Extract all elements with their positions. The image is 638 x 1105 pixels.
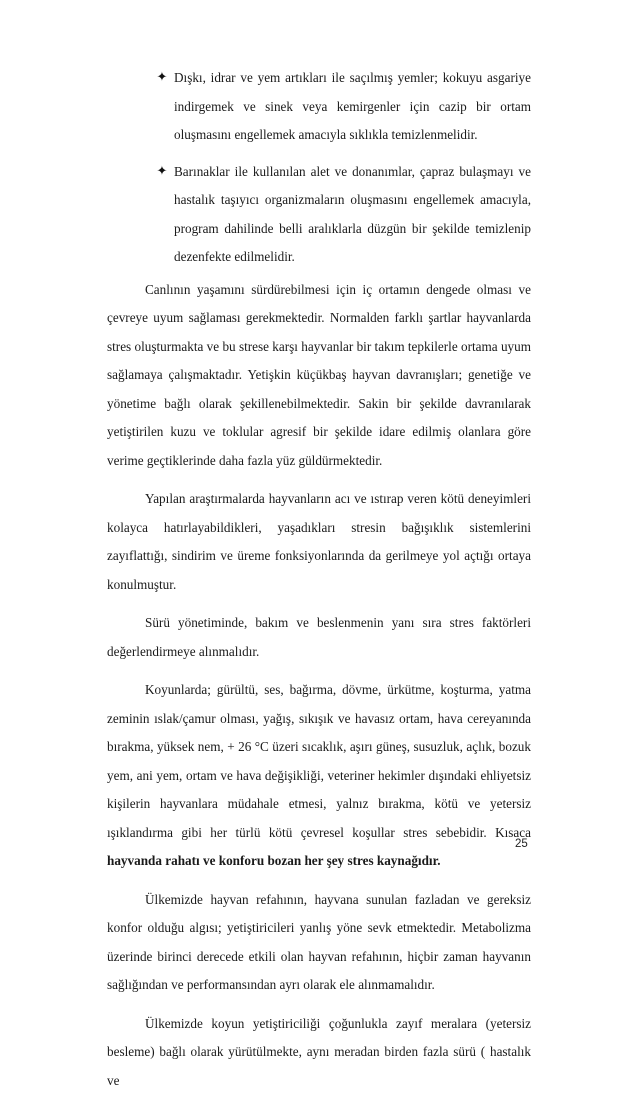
four-pointed-star-bullet-icon: ✦ xyxy=(156,70,168,85)
page-content xyxy=(107,64,531,1105)
paragraph: Yapılan araştırmalarda hayvanların acı ve ıstırap veren kötü deneyimleri kolayca hatırlayabildikleri, yaşadıkları stresin bağışıklık sistemlerini zayıflattığı, sindirim ve üreme fonksiyonlarında da gerilmeye yol açtığı ortaya konulmuştur. xyxy=(107,491,531,592)
bullet-item xyxy=(107,64,531,150)
four-pointed-star-bullet-icon: ✦ xyxy=(156,163,168,179)
paragraph xyxy=(107,676,531,876)
paragraph-text: Koyunlarda; gürültü, ses, bağırma, dövme, ürkütme, koşturma, yatma zeminin ıslak/çamur olması, yağış, sıkışık ve havasız ortam, hava cereyanında bırakma, yüksek nem, + 26 °C üzeri sıcaklık, aşırı güneş, susuzluk, açlık, bozuk yem, ani yem, ortam ve hava değişikliği, veteriner hekimler dışındaki ehliyetsiz kişilerin hayvanlara müdahale etmesi, yalnız bırakma, kötü ve yetersiz ışıklandırma gibi her türlü kötü çevresel koşullar stres sebebidir. Kısaca xyxy=(107,682,531,840)
bullet-item xyxy=(107,158,531,272)
paragraph-emphasis: hayvanda rahatı ve konforu bozan her şey stres kaynağıdır. xyxy=(107,853,441,868)
bullet-text: Dışkı, idrar ve yem artıkları ile saçılmış yemler; kokuyu asgariye indirgemek ve sinek veya kemirgenler için cazip bir ortam oluşmasını engellemek amacıyla sıklıkla temizlenmelidir. xyxy=(174,70,531,142)
paragraph: Ülkemizde koyun yetiştiriciliği çoğunlukla zayıf meralara (yetersiz besleme) bağlı olarak yürütülmekte, aynı meradan birden fazla sürü ( hastalık ve xyxy=(107,1015,531,1088)
bullet-text: Barınaklar ile kullanılan alet ve donanımlar, çapraz bulaşmayı ve hastalık taşıyıcı organizmaların oluşmasını engellemek amacıyla, program dahilinde belli aralıklarla düzgün bir şekilde temizlenip dezenfekte edilmelidir. xyxy=(174,163,531,264)
paragraph: Sürü yönetiminde, bakım ve beslenmenin yanı sıra stres faktörleri değerlendirmeye alınmalıdır. xyxy=(107,615,531,659)
paragraph: Ülkemizde hayvan refahının, hayvana sunulan fazladan ve gereksiz konfor olduğu algısı; yetiştiricileri yanlış yöne sevk etmektedir. Metabolizma üzerinde birinci derecede etkili olan hayvan refahının, hiçbir zaman hayvanın sağlığından ve performansından ayrı olarak ele alınmamalıdır. xyxy=(107,891,531,992)
page-number: 25 xyxy=(515,838,528,850)
paragraph: Canlının yaşamını sürdürebilmesi için iç ortamın dengede olması ve çevreye uyum sağlaması gerekmektedir. Normalden farklı şartlar hayvanlarda stres oluşturmakta ve bu strese karşı hayvanlar bir takım tepkilerle ortama uyum sağlamaya çalışmaktadır. Yetişkin küçükbaş hayvan davranışları; genetiğe ve yönetime bağlı olarak şekillenebilmektedir. Sakin bir şekilde davranılarak yetiştirilen kuzu ve toklular agresif bir şekilde idare edilmiş olanlara göre verime geçtiklerinde daha fazla yüz güldürmektedir. xyxy=(107,281,531,468)
